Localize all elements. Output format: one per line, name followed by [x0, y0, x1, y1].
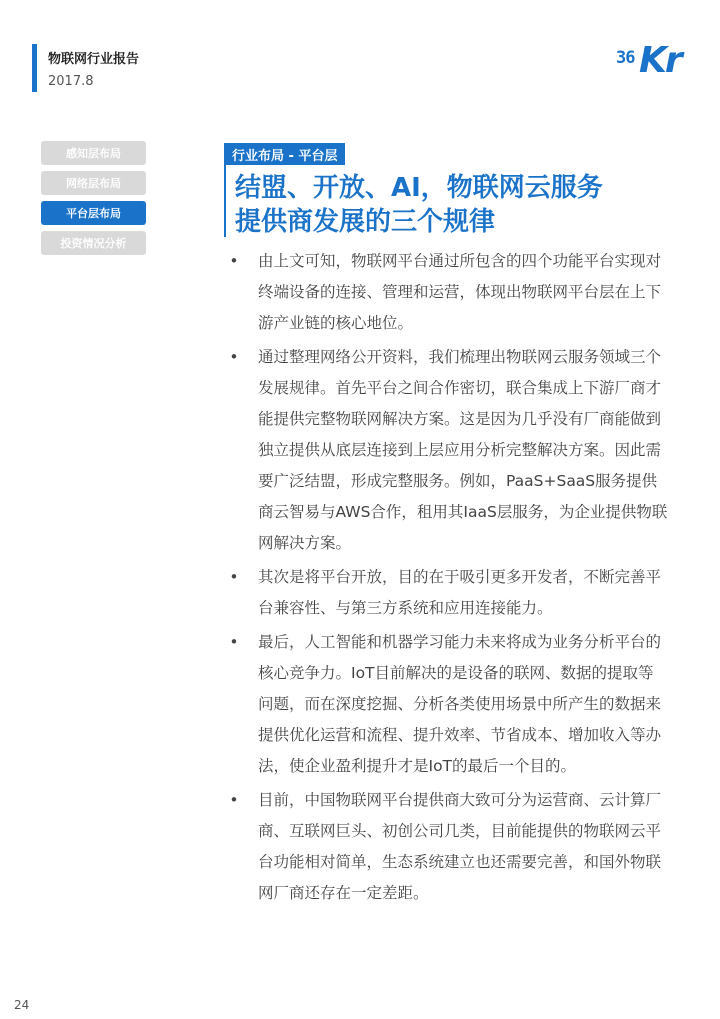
report-date: 2017.8: [48, 74, 94, 89]
report-title: 物联网行业报告: [48, 52, 140, 67]
bullet-text: 由上文可知，物联网平台通过所包含的四个功能平台实现对终端设备的连接、管理和运营，体现出物联网平台层在上下游产业链的核心地位。: [258, 252, 662, 332]
header-accent-bar: [32, 44, 37, 92]
bullet-item: [228, 342, 668, 559]
logo-letters: Kr: [639, 40, 681, 81]
bullet-list: [228, 246, 668, 912]
page-headline: [235, 171, 675, 239]
section-nav: [41, 141, 146, 261]
nav-item-network[interactable]: 网络层布局: [41, 171, 146, 195]
bullet-item: [228, 785, 668, 909]
bullet-item: [228, 627, 668, 782]
bullet-marker: •: [229, 633, 239, 651]
nav-item-perception[interactable]: 感知层布局: [41, 141, 146, 165]
logo-number: 36: [616, 48, 635, 68]
nav-item-platform[interactable]: 平台层布局: [41, 201, 146, 225]
title-rule: [224, 165, 226, 237]
bullet-text: 目前，中国物联网平台提供商大致可分为运营商、云计算厂商、互联网巨头、初创公司几类，目前能提供的物联网云平台功能相对简单，生态系统建立也还需要完善，和国外物联网厂商还存在一定差距。: [258, 791, 662, 902]
36kr-logo: [616, 40, 696, 86]
headline-line-2: 提供商发展的三个规律: [235, 207, 496, 237]
bullet-marker: •: [229, 252, 239, 270]
bullet-text: 其次是将平台开放，目的在于吸引更多开发者，不断完善平台兼容性、与第三方系统和应用连接能力。: [258, 568, 662, 617]
bullet-item: [228, 246, 668, 339]
bullet-marker: •: [229, 348, 239, 366]
page-number: 24: [14, 998, 30, 1012]
bullet-text: 通过整理网络公开资料，我们梳理出物联网云服务领域三个发展规律。首先平台之间合作密切，联合集成上下游厂商才能提供完整物联网解决方案。这是因为几乎没有厂商能做到独立提供从底层连接到上层应用分析完整解决方案。因此需要广泛结盟，形成完整服务。例如，PaaS+SaaS服务提供商云智易与AWS合作，租用其IaaS层服务，为企业提供物联网解决方案。: [258, 348, 668, 552]
bullet-marker: •: [229, 791, 239, 809]
bullet-text: 最后，人工智能和机器学习能力未来将成为业务分析平台的核心竞争力。IoT目前解决的是设备的联网、数据的提取等问题，而在深度挖掘、分析各类使用场景中所产生的数据来提供优化运营和流程、提升效率、节省成本、增加收入等办法，使企业盈利提升才是IoT的最后一个目的。: [258, 633, 662, 775]
section-tag: 行业布局 - 平台层: [224, 143, 345, 165]
bullet-marker: •: [229, 568, 239, 586]
headline-line-1: 结盟、开放、AI，物联网云服务: [235, 173, 603, 203]
bullet-item: [228, 562, 668, 624]
nav-item-investment[interactable]: 投资情况分析: [41, 231, 146, 255]
